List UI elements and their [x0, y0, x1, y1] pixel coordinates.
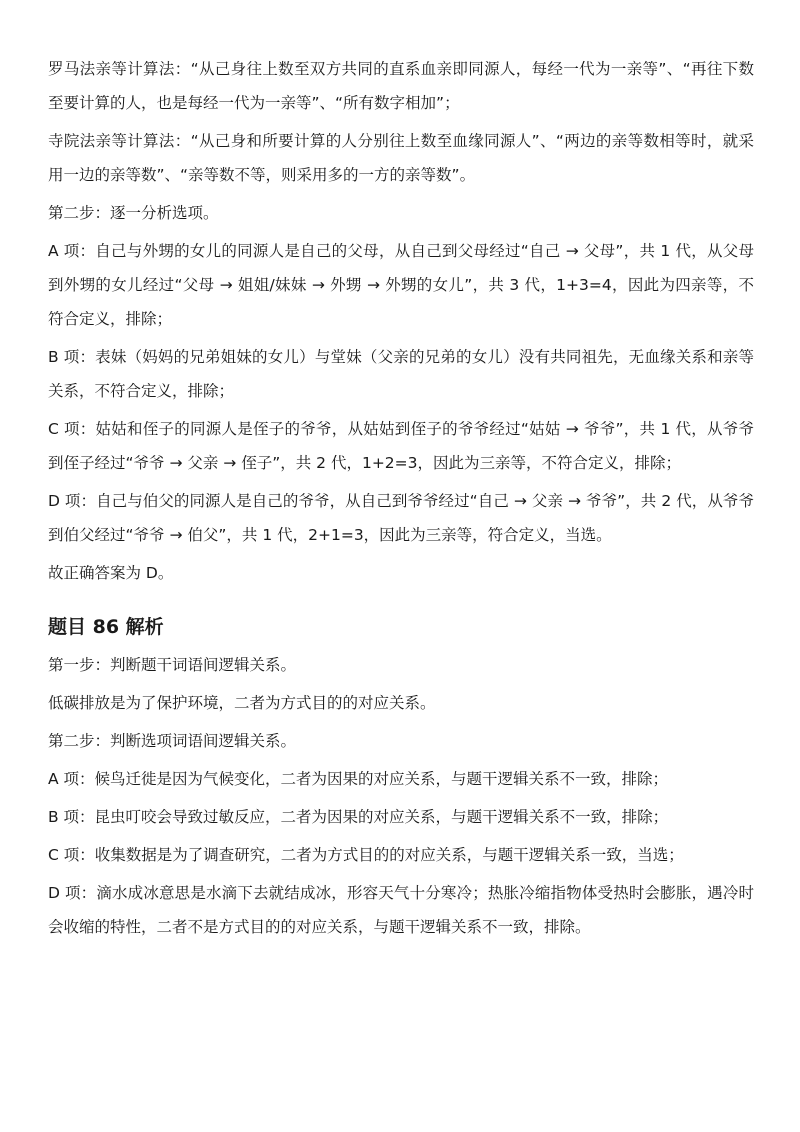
roman-law-rule: 罗马法亲等计算法：“从己身往上数至双方共同的直系血亲即同源人，每经一代为一亲等”、“再往下数至要计算的人，也是每经一代为一亲等”、“所有数字相加”；: [48, 60, 754, 112]
q86-stem-relation: 低碳排放是为了保护环境，二者为方式目的的对应关系。: [48, 694, 436, 712]
q86-option-b: B 项：昆虫叮咬会导致过敏反应，二者为因果的对应关系，与题干逻辑关系不一致，排除；: [48, 808, 669, 826]
canon-law-rule: 寺院法亲等计算法：“从己身和所要计算的人分别往上数至血缘同源人”、“两边的亲等数相等时，就采用一边的亲等数”、“亲等数不等，则采用多的一方的亲等数”。: [48, 132, 754, 184]
q86-option-c: C 项：收集数据是为了调查研究，二者为方式目的的对应关系，与题干逻辑关系一致，当选；: [48, 846, 684, 864]
document-page: [48, 52, 754, 948]
step-two-heading: 第二步：逐一分析选项。: [48, 204, 219, 222]
q86-option-a: A 项：候鸟迁徙是因为气候变化，二者为因果的对应关系，与题干逻辑关系不一致，排除；: [48, 770, 669, 788]
option-a-analysis: A 项：自己与外甥的女儿的同源人是自己的父母，从自己到父母经过“自己 → 父母”，共 1 代，从父母到外甥的女儿经过“父母 → 姐姐/妹妹 → 外甥 → 外甥的女儿”，共 3 代，1+3=4，因此为四亲等，不符合定义，排除；: [48, 242, 754, 328]
option-b-analysis: B 项：表妹（妈妈的兄弟姐妹的女儿）与堂妹（父亲的兄弟的女儿）没有共同祖先，无血缘关系和亲等关系，不符合定义，排除；: [48, 348, 754, 400]
option-d-analysis: D 项：自己与伯父的同源人是自己的爷爷，从自己到爷爷经过“自己 → 父亲 → 爷爷”，共 2 代，从爷爷到伯父经过“爷爷 → 伯父”，共 1 代，2+1=3，因此为三亲等，符合定义，当选。: [48, 492, 754, 544]
option-c-analysis: C 项：姑姑和侄子的同源人是侄子的爷爷，从姑姑到侄子的爷爷经过“姑姑 → 爷爷”，共 1 代，从爷爷到侄子经过“爷爷 → 父亲 → 侄子”，共 2 代，1+2=3，因此为三亲等，不符合定义，排除；: [48, 420, 754, 472]
q86-step-one: 第一步：判断题干词语间逻辑关系。: [48, 656, 297, 674]
q86-step-two: 第二步：判断选项词语间逻辑关系。: [48, 732, 297, 750]
answer-conclusion: 故正确答案为 D。: [48, 564, 174, 582]
section-title-question-86: 题目 86 解析: [48, 616, 164, 638]
q86-option-d: D 项：滴水成冰意思是水滴下去就结成冰，形容天气十分寒冷；热胀冷缩指物体受热时会膨胀，遇冷时会收缩的特性，二者不是方式目的的对应关系，与题干逻辑关系不一致，排除。: [48, 884, 754, 936]
